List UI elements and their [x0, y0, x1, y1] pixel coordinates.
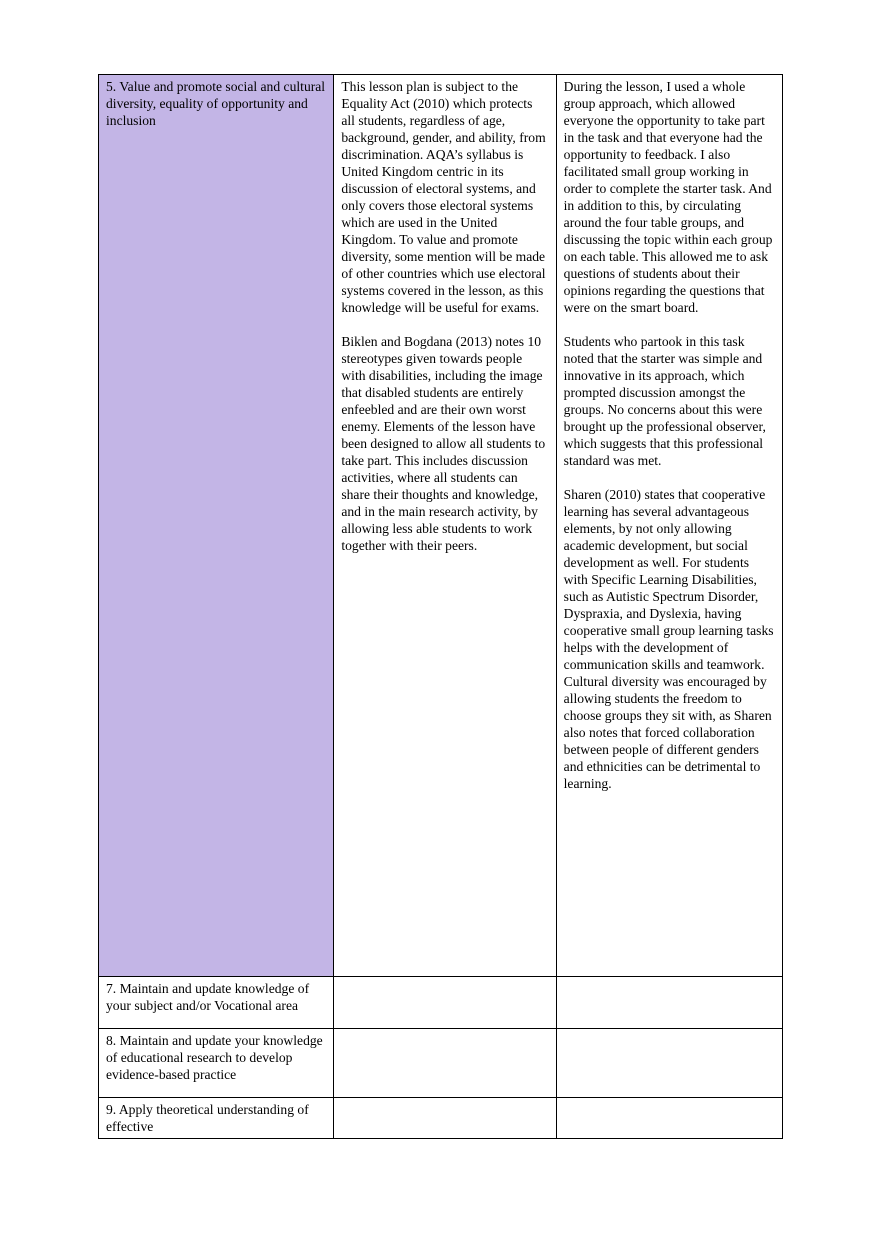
table-row-standard-7: [99, 977, 783, 1029]
table-row-standard-9: [99, 1098, 783, 1139]
reflection-cell: [556, 75, 782, 977]
standard-7-plan-cell: [334, 977, 556, 1029]
standard-8-cell: [99, 1029, 334, 1098]
reflection-paragraph: Students who partook in this task noted that the starter was simple and innovative in its approach, which prompted discussion amongst the groups. No concerns about this were brought up the professional observer, which suggests that this professional standard was met.: [563, 334, 766, 468]
standards-table: [98, 74, 783, 1139]
standard-5-cell: [99, 75, 334, 977]
standard-5-text: 5. Value and promote social and cultural diversity, equality of opportunity and inclusion: [106, 79, 326, 128]
standard-8-reflection-cell: [556, 1029, 782, 1098]
standard-8-text: 8. Maintain and update your knowledge of educational research to develop evidence-based practice: [106, 1033, 323, 1082]
standard-7-text: 7. Maintain and update knowledge of your subject and/or Vocational area: [106, 981, 310, 1013]
standard-7-reflection-cell: [556, 977, 782, 1029]
standard-7-cell: [99, 977, 334, 1029]
table-row-standard-8: [99, 1029, 783, 1098]
table-row-standard-5: [99, 75, 783, 977]
reflection-paragraph: Sharen (2010) states that cooperative learning has several advantageous elements, by not only allowing academic development, but social development as well. For students with Specific Learning Disabilities, such as Autistic Spectrum Disorder, Dyspraxia, and Dyslexia, having cooperative small group learning tasks helps with the development of communication skills and teamwork. Cultural diversity was encouraged by allowing students the freedom to choose groups they sit with, as Sharen also notes that forced collaboration between people of different genders and ethnicities can be detrimental to learning.: [563, 487, 774, 791]
standard-9-reflection-cell: [556, 1098, 782, 1139]
reflection-paragraph: During the lesson, I used a whole group approach, which allowed everyone the opportunity to take part in the task and that everyone had the opportunity to feedback. I also facilitated small group working in order to complete the starter task. And in addition to this, by circulating around the four table groups, and discussing the topic within each group on each table. This allowed me to ask questions of students about their opinions regarding the questions that were on the smart board.: [563, 79, 773, 315]
plan-paragraph: Biklen and Bogdana (2013) notes 10 stereotypes given towards people with disabilities, including the image that disabled students are entirely enfeebled and are their own worst enemy. Elements of the lesson have been designed to allow all students to take part. This includes discussion activities, where all students can share their thoughts and knowledge, and in the main research activity, by allowing less able students to work together with their peers.: [341, 334, 546, 553]
lesson-plan-cell: [334, 75, 556, 977]
plan-paragraph: This lesson plan is subject to the Equality Act (2010) which protects all students, regardless of age, background, gender, and ability, from discrimination. AQA’s syllabus is United Kingdom centric in its discussion of electoral systems, and only covers those electoral systems which are used in the United Kingdom. To value and promote diversity, some mention will be made of other countries which use electoral systems covered in the lesson, as this knowledge will be useful for exams.: [341, 79, 546, 315]
standard-9-text: 9. Apply theoretical understanding of effective: [106, 1102, 309, 1134]
standard-9-plan-cell: [334, 1098, 556, 1139]
standard-9-cell: [99, 1098, 334, 1139]
standard-8-plan-cell: [334, 1029, 556, 1098]
